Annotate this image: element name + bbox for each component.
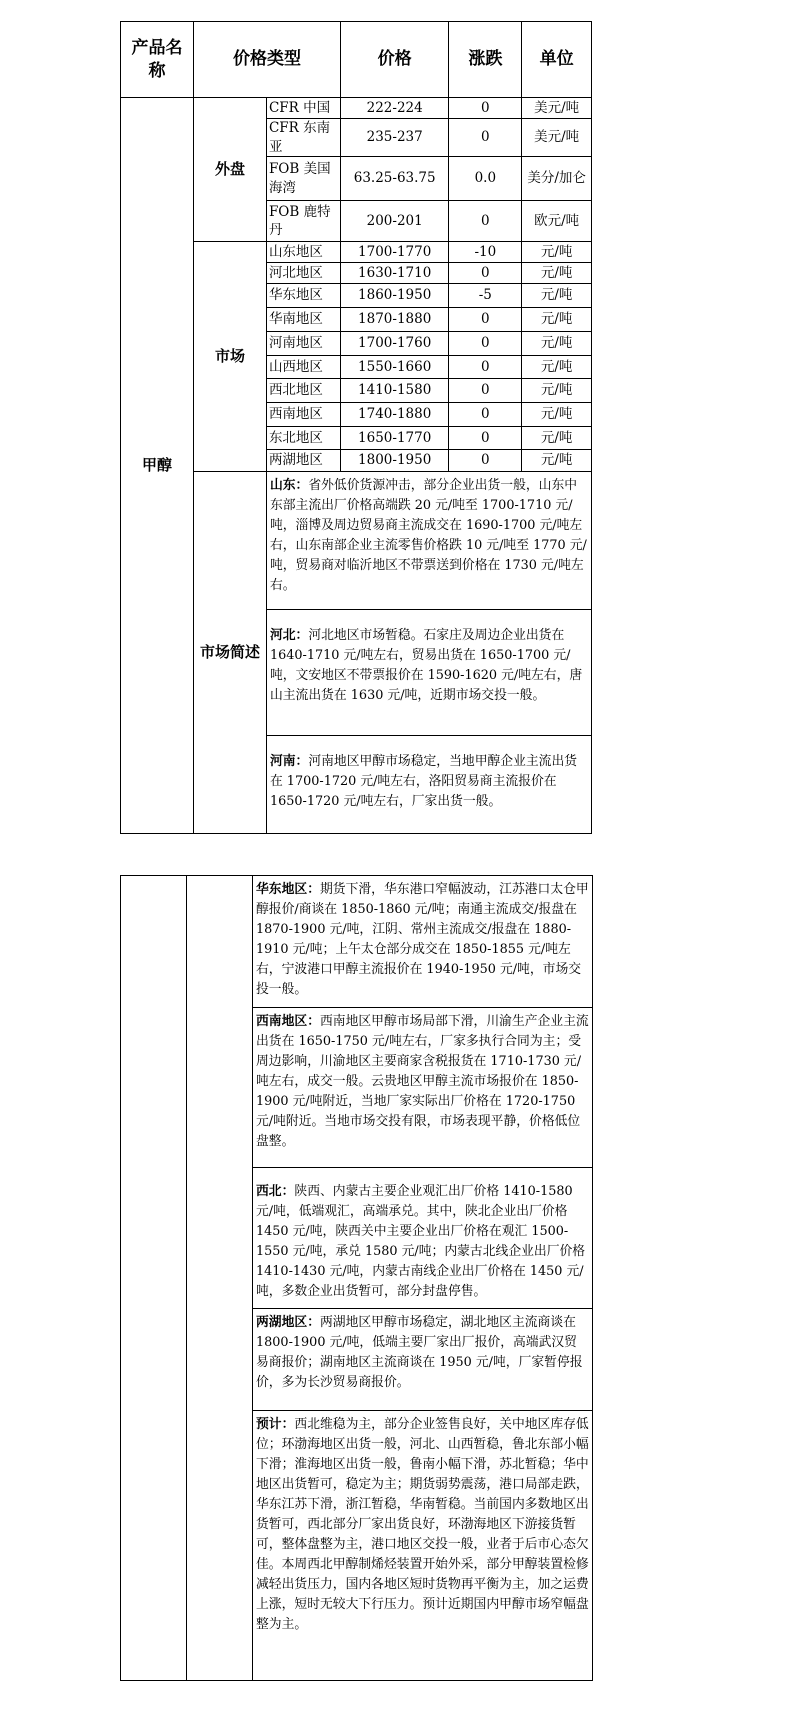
- market-region: 两湖地区: [266, 450, 340, 472]
- market-unit: 元/吨: [522, 356, 592, 379]
- waipan-price: 200-201: [341, 201, 449, 242]
- summary-text: 西北维稳为主，部分企业签售良好，关中地区库存低位；环渤海地区出货一般，河北、山西暂稳，鲁北东部小幅下滑；淮海地区出货一般，鲁南小幅下滑，苏北暂稳；华中地区出货暂可，稳定为主；期货弱势震荡，港口局部走跌，华东江苏下滑，浙江暂稳，华南暂稳。当前国内多数地区出货暂可，西北部分厂家出货良好，环渤海地区下游接货暂可，整体盘整为主，港口地区交投一般，业者于后市心态欠佳。本周西北甲醇制烯烃装置开始外采，部分甲醇装置检修减轻出货压力，国内各地区短时货物再平衡为主，加之运费上涨，短时无较大下行压力。预计近期国内甲醇市场窄幅盘整为主。: [256, 1417, 589, 1632]
- summary-text: 两湖地区甲醇市场稳定，湖北地区主流商谈在 1800-1900 元/吨，低端主要厂家出厂报价，高端武汉贸易商报价；湖南地区主流商谈在 1950 元/吨，厂家暂停报价，多为长沙贸易商报价。: [256, 1315, 583, 1390]
- market-price: 1410-1580: [341, 379, 449, 403]
- market-change: 0: [449, 332, 522, 356]
- waipan-change: 0.0: [449, 157, 522, 201]
- header-price: 价格: [341, 22, 449, 98]
- market-unit: 元/吨: [522, 308, 592, 332]
- market-price: 1800-1950: [341, 450, 449, 472]
- empty-type-cell: [187, 876, 253, 1681]
- summary-continued-table: [120, 875, 593, 1681]
- summary-lianghu: [253, 1309, 593, 1411]
- market-price: 1630-1710: [341, 263, 449, 284]
- summary-label: 市场简述: [193, 472, 266, 834]
- market-change: 0: [449, 356, 522, 379]
- market-price: 1700-1760: [341, 332, 449, 356]
- market-region: 华南地区: [266, 308, 340, 332]
- summary-text: 省外低价货源冲击，部分企业出货一般，山东中东部主流出厂价格高端跌 20 元/吨至 1700-1710 元/吨，淄博及周边贸易商主流成交在 1690-1700 元/吨左右，山东南部企业主流零售价格跌 10 元/吨至 1770 元/吨，贸易商对临沂地区不带票送到价格在 1730 元/吨左右。: [269, 478, 587, 593]
- market-change: 0: [449, 308, 522, 332]
- market-change: -5: [449, 284, 522, 308]
- waipan-change: 0: [449, 119, 522, 157]
- summary-title: 山东：: [269, 478, 309, 493]
- summary-text: 河南地区甲醇市场稳定，当地甲醇企业主流出货在 1700-1720 元/吨左右，洛阳贸易商主流报价在 1650-1720 元/吨左右，厂家出货一般。: [269, 754, 578, 809]
- waipan-change: 0: [449, 98, 522, 119]
- summary-title: 河南：: [269, 754, 309, 769]
- market-region: 东北地区: [266, 427, 340, 450]
- market-price: 1550-1660: [341, 356, 449, 379]
- market-change: 0: [449, 263, 522, 284]
- header-change: 涨跌: [449, 22, 522, 98]
- waipan-unit: 美元/吨: [522, 98, 592, 119]
- market-unit: 元/吨: [522, 242, 592, 263]
- summary-xibei: [253, 1168, 593, 1309]
- market-region: 西北地区: [266, 379, 340, 403]
- summary-text: 河北地区市场暂稳。石家庄及周边企业出货在 1640-1710 元/吨左右，贸易出货在 1650-1700 元/吨，文安地区不带票报价在 1590-1620 元/吨左右，唐山主流出货在 1630 元/吨，近期市场交投一般。: [269, 628, 583, 703]
- market-unit: 元/吨: [522, 403, 592, 427]
- summary-xinan: [253, 1008, 593, 1168]
- market-change: 0: [449, 379, 522, 403]
- summary-title: 预计：: [256, 1417, 295, 1432]
- market-region: 河南地区: [266, 332, 340, 356]
- market-unit: 元/吨: [522, 427, 592, 450]
- market-unit: 元/吨: [522, 450, 592, 472]
- market-price: 1740-1880: [341, 403, 449, 427]
- waipan-region: CFR 中国: [266, 98, 340, 119]
- market-region: 华东地区: [266, 284, 340, 308]
- market-region: 河北地区: [266, 263, 340, 284]
- summary-forecast: [253, 1411, 593, 1681]
- market-unit: 元/吨: [522, 332, 592, 356]
- waipan-unit: 欧元/吨: [522, 201, 592, 242]
- waipan-price: 63.25-63.75: [341, 157, 449, 201]
- market-unit: 元/吨: [522, 284, 592, 308]
- header-product-name: 产品名称: [121, 22, 194, 98]
- market-change: 0: [449, 427, 522, 450]
- summary-title: 河北：: [269, 628, 309, 643]
- waipan-price: 222-224: [341, 98, 449, 119]
- summary-henan: [266, 736, 591, 834]
- waipan-unit: 美元/吨: [522, 119, 592, 157]
- market-unit: 元/吨: [522, 379, 592, 403]
- market-region: 山东地区: [266, 242, 340, 263]
- market-change: -10: [449, 242, 522, 263]
- summary-title: 华东地区：: [256, 882, 320, 897]
- market-price: 1700-1770: [341, 242, 449, 263]
- waipan-region: FOB 鹿特丹: [266, 201, 340, 242]
- summary-title: 西南地区：: [256, 1014, 320, 1029]
- summary-text: 西南地区甲醇市场局部下滑，川渝生产企业主流出货在 1650-1750 元/吨左右，厂家多执行合同为主；受周边影响，川渝地区主要商家含税报货在 1710-1730 元/吨左右，成交一般。云贵地区甲醇主流市场报价在 1850-1900 元/吨附近，当地厂家实际出厂价格在 1720-1750 元/吨附近。当地市场交投有限，市场表现平静，价格低位盘整。: [256, 1014, 589, 1149]
- shichang-label: 市场: [193, 242, 266, 472]
- market-price: 1870-1880: [341, 308, 449, 332]
- waipan-region: CFR 东南亚: [266, 119, 340, 157]
- summary-shandong: [266, 472, 591, 610]
- waipan-unit: 美分/加仑: [522, 157, 592, 201]
- market-price: 1860-1950: [341, 284, 449, 308]
- summary-text: 陕西、内蒙古主要企业观汇出厂价格 1410-1580 元/吨，低端观汇，高端承兑。其中，陕北企业出厂价格 1450 元/吨，陕西关中主要企业出厂价格在观汇 1500-1550 元/吨，承兑 1580 元/吨；内蒙古北线企业出厂价格 1410-1430 元/吨，内蒙古南线企业出厂价格在 1450 元/吨，多数企业出货暂可，部分封盘停售。: [256, 1184, 586, 1299]
- waipan-region: FOB 美国海湾: [266, 157, 340, 201]
- market-region: 西南地区: [266, 403, 340, 427]
- summary-huadong: [253, 876, 593, 1008]
- waipan-change: 0: [449, 201, 522, 242]
- header-unit: 单位: [522, 22, 592, 98]
- header-price-type: 价格类型: [193, 22, 340, 98]
- summary-text: 期货下滑，华东港口窄幅波动，江苏港口太仓甲醇报价/商谈在 1850-1860 元/吨；南通主流成交/报盘在 1870-1900 元/吨，江阴、常州主流成交/报盘在 1880-1910 元/吨；上午太仓部分成交在 1850-1855 元/吨左右，宁波港口甲醇主流报价在 1940-1950 元/吨，市场交投一般。: [256, 882, 589, 997]
- market-price: 1650-1770: [341, 427, 449, 450]
- market-region: 山西地区: [266, 356, 340, 379]
- summary-title: 西北：: [256, 1184, 295, 1199]
- waipan-price: 235-237: [341, 119, 449, 157]
- market-unit: 元/吨: [522, 263, 592, 284]
- summary-hebei: [266, 610, 591, 736]
- summary-title: 两湖地区：: [256, 1315, 320, 1330]
- market-change: 0: [449, 403, 522, 427]
- market-change: 0: [449, 450, 522, 472]
- product-cell: 甲醇: [121, 98, 194, 834]
- empty-product-cell: [121, 876, 187, 1681]
- waipan-label: 外盘: [193, 98, 266, 242]
- price-table: [120, 21, 592, 834]
